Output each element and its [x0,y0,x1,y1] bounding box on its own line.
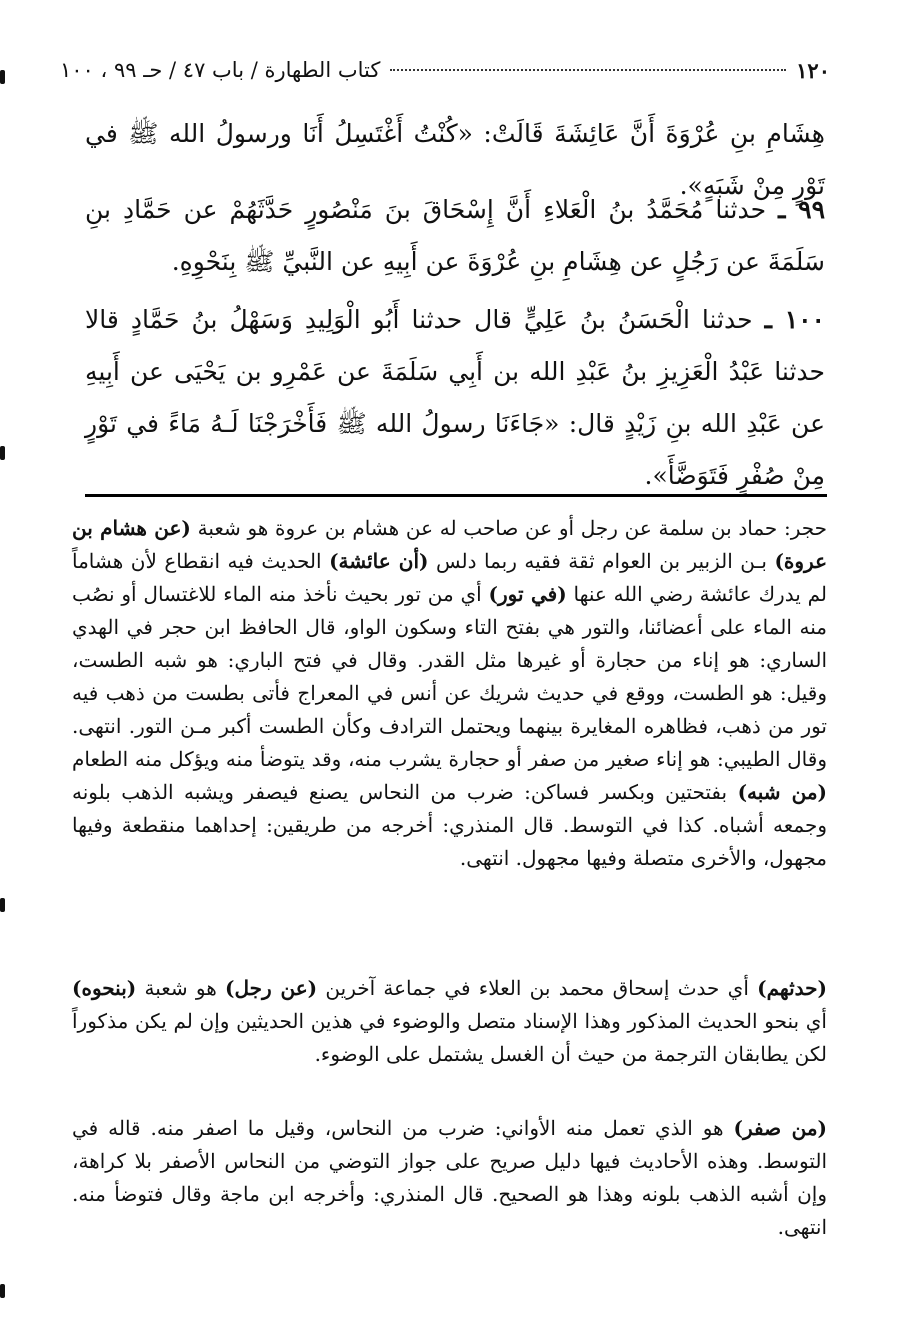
commentary-note-1 [72,512,827,875]
hadith-99-number: ٩٩ ـ [778,195,825,224]
hadith-100 [85,294,825,502]
note-lemma: (من شبه) [737,780,827,804]
commentary-note-2 [72,972,827,1071]
commentary-note-3 [72,1112,827,1244]
page-number: ١٢٠ [796,57,830,83]
footnote-divider [85,494,827,497]
note-lemma: (من صفر) [733,1116,827,1140]
note-text: أي بنحو الحديث المذكور وهذا الإسناد متصل والوضوء في هذين الحديثين وإن لم يكن مذكوراً لكن يطابقان الترجمة من حيث أن الغسل يشتمل على الوضوء. [72,1009,827,1066]
page-header [60,50,830,90]
scan-margin-mark [0,70,5,84]
note-text: أي حدث إسحاق محمد بن العلاء في جماعة آخرين [325,976,749,1000]
scan-margin-mark [0,898,5,912]
hadith-99 [85,184,825,288]
hadith-98-end: هِشَامِ بنِ عُرْوَةَ أَنَّ عَائِشَةَ قَالَتْ: «كُنْتُ أَغْتَسِلُ أَنَا ورسولُ الله ﷺ في تَوْرٍ مِنْ شَبَهٍ». [85,119,825,200]
note-text: حجر: حماد بن سلمة عن رجل أو عن صاحب له عن هشام بن عروة هو شعبة [197,516,828,540]
scan-margin-mark [0,446,5,460]
note-text: أي من تور بحيث نأخذ منه الماء للاغتسال أو نصُب منه الماء على أعضائنا، والتور هي بفتح التاء وسكون الواو، قال الحافظ ابن حجر في الهدي الساري: هو إناء من حجارة أو غيرها مثل القدر. وقال في فتح الباري: هو شبه الطست، وقيل: هو الطست، ووقع في حديث شريك عن أنس في المعراج فأتى بطست من ذهب فيه تور من ذهب، فظاهره المغايرة بينهما ويحتمل الترادف وكأن الطست أكبر مـن التور. انتهى. وقال الطيبي: هو إناء صغير من صفر أو حجارة يشرب منه، وقد يتوضأ منه ويؤكل منه الطعام [72,582,827,771]
leader-dots [390,69,786,71]
hadith-100-text: حدثنا الْحَسَنُ بنُ عَلِيٍّ قال حدثنا أَبُو الْوَلِيدِ وَسَهْلُ بنُ حَمَّادٍ قالا حدثنا عَبْدُ الْعَزِيزِ بنُ عَبْدِ الله بن أَبِي سَلَمَةَ عن عَمْرِو بن يَحْيَى عن أَبِيهِ عن عَبْدِ الله بنِ زَيْدٍ قال: «جَاءَنَا رسولُ الله ﷺ فَأَخْرَجْنَا لَـهُ مَاءً في تَوْرٍ مِنْ صُفْرٍ فَتَوَضَّأَ». [85,305,825,490]
note-lemma: (في تور) [488,582,567,606]
note-lemma: (أن عائشة) [329,549,429,573]
scan-margin-mark [0,1284,5,1298]
note-lemma: (حدثهم) [757,976,828,1000]
note-text: هو الذي تعمل منه الأواني: ضرب من النحاس، وقيل ما اصفر منه. قاله في التوسط. وهذه الأحاديث فيها دليل صريح على جواز التوضي من النحاس الأصفر بلا كراهة، وإن أشبه الذهب بلونه وهذا هو الصحيح. قال المنذري: وأخرجه ابن ماجة وقال فتوضأ منه. انتهى. [72,1116,827,1239]
note-text: بفتحتين وبكسر فساكن: ضرب من النحاس يصنع فيصفر ويشبه الذهب بلونه وجمعه أشباه. كذا في التوسط. قال المنذري: أخرجه من طريقين: إحداهما منقطعة وفيها مجهول، والأخرى متصلة وفيها مجهول. انتهى. [72,780,827,870]
running-title: كتاب الطهارة / باب ٤٧ / حـ ٩٩ ، ١٠٠ [60,58,381,82]
hadith-100-number: ١٠٠ ـ [764,305,825,334]
note-text: الحديث فيه انقطاع لأن هشاماً لم يدرك عائشة رضي الله عنها [72,549,827,606]
note-text: بـن الزبير بن العوام ثقة فقيه ربما دلس [436,549,767,573]
note-lemma: (عن هشام بن عروة) [72,516,828,573]
note-lemma: (عن رجل) [225,976,318,1000]
hadith-99-text: حدثنا مُحَمَّدُ بنُ الْعَلاءِ أَنَّ إِسْحَاقَ بنَ مَنْصُورٍ حَدَّثَهُمْ عن حَمَّادِ بنِ سَلَمَةَ عن رَجُلٍ عن هِشَامِ بنِ عُرْوَةَ عن أَبِيهِ عن النَّبيِّ ﷺ بِنَحْوِهِ. [85,195,825,276]
note-lemma: (بنحوه) [72,976,137,1000]
note-text: هو شعبة [144,976,217,1000]
